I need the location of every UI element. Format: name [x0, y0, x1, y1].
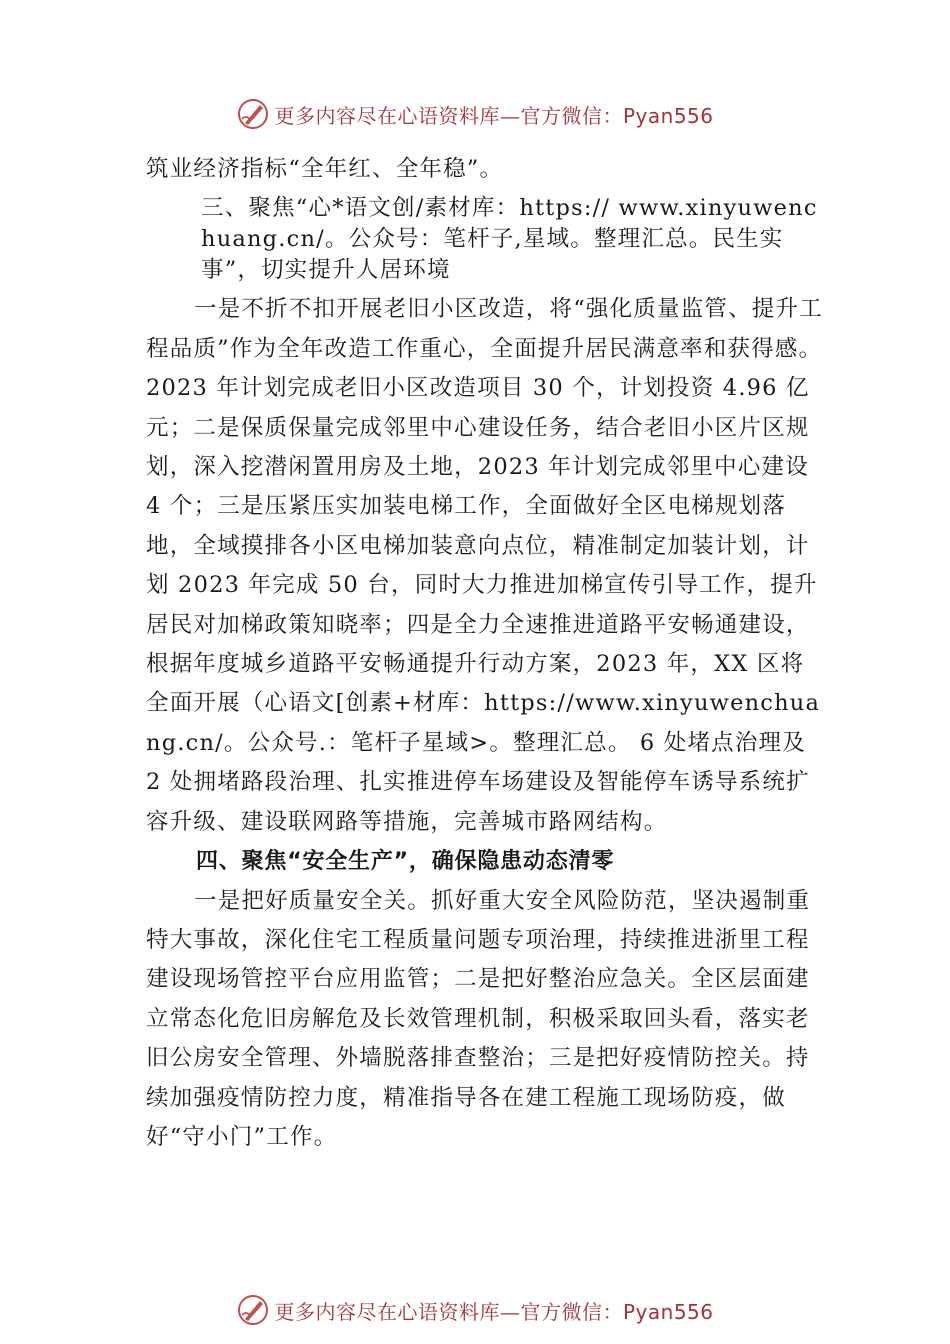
quill-logo-icon	[236, 1293, 270, 1327]
section-4-paragraph: 一是把好质量安全关。抓好重大安全风险防范，坚决遏制重特大事故，深化住宅工程质量问题专项治理，持续推进浙里工程建设现场管控平台应用监管；二是把好整治应急关。全区层面建立常态化危旧房解危及长效管理机制，积极采取回头看，落实老旧公房安全管理、外墙脱落排查整治；三是把好疫情防控关。持续加强疫情防控力度，精准指导各在建工程施工现场防疫，做好“守小门”工作。	[146, 887, 811, 1150]
continuation-paragraph: 筑业经济指标“全年红、全年稳”。	[146, 156, 504, 182]
footer-wechat-id: Pyan556	[622, 1299, 714, 1324]
header-banner	[0, 92, 950, 136]
header-wechat-id: Pyan556	[622, 103, 714, 128]
quill-logo-icon	[236, 97, 270, 131]
section-4-heading: 四、聚焦“安全生产”，确保隐患动态清零	[196, 849, 615, 875]
document-body	[146, 150, 826, 1157]
header-banner-text: 更多内容尽在心语资料库—官方微信：Pyan556	[274, 103, 714, 128]
footer-banner-text: 更多内容尽在心语资料库—官方微信：Pyan556	[274, 1299, 714, 1324]
section-3-paragraph: 一是不折不扣开展老旧小区改造，将“强化质量监管、提升工程品质”作为全年改造工作重心，全面提升居民满意率和获得感。2023 年计划完成老旧小区改造项目 30 个，计划投资 4.96 亿元；二是保质保量完成邻里中心建设任务，结合老旧小区片区规划，深入挖潜闲置用房及土地，2023 年计划完成邻里中心建设 4 个；三是压紧压实加装电梯工作，全面做好全区电梯规划落地，全域摸排各小区电梯加装意向点位，精准制定加装计划，计划 2023 年完成 50 台，同时大力推进加梯宣传引导工作，提升居民对加梯政策知晓率；四是全力全速推进道路平安畅通建设，根据年度城乡道路平安畅通提升行动方案，2023 年，XX 区将全面开展（心语文[创素+材库：https://www.xinyuwenchuang.cn/。公众号.：笔杆子星域>。整理汇总。 6 处堵点治理及 2 处拥堵路段治理、扎实推进停车场建设及智能停车诱导系统扩容升级、建设联网路等措施，完善城市路网结构。	[146, 296, 823, 835]
section-3-heading: 三、聚焦“心*语文创/素材库：https:// www.xinyuwenchuang.cn/。公众号：笔杆子,星域。整理汇总。民生实事”，切实提升人居环境	[201, 195, 818, 284]
footer-banner	[0, 1288, 950, 1332]
